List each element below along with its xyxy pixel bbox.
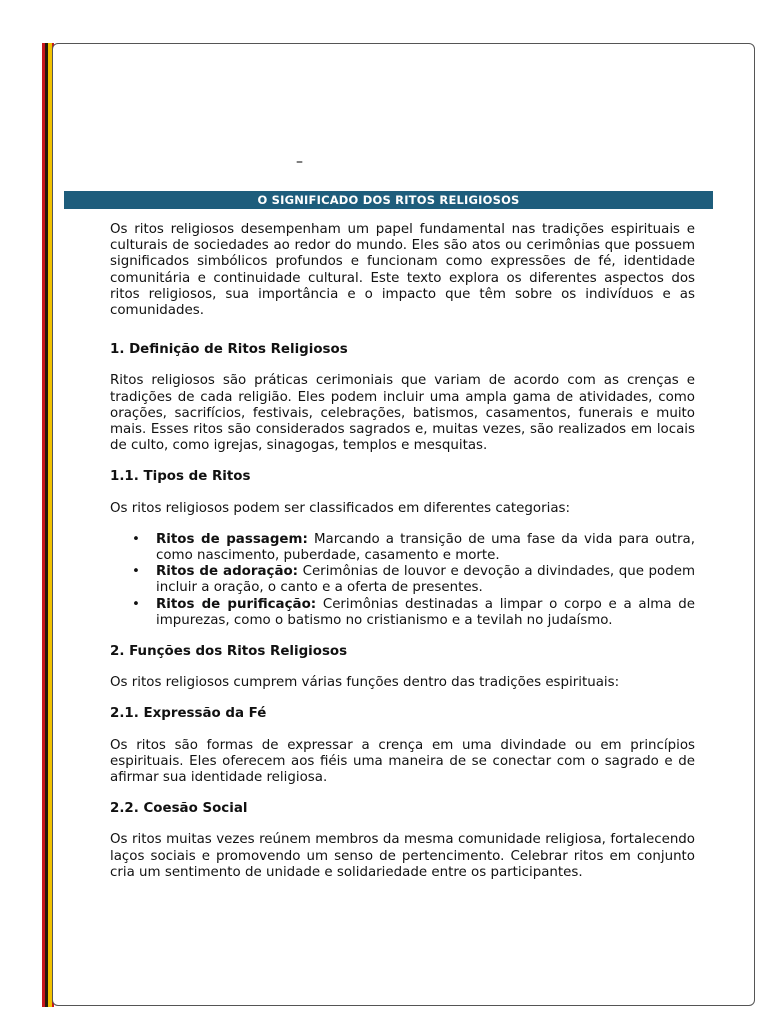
header-dash: – bbox=[296, 154, 303, 170]
section-body-tipos: Os ritos religiosos podem ser classificados em diferentes categorias: bbox=[110, 500, 571, 516]
intro-paragraph: Os ritos religiosos desempenham um papel fundamental nas tradições espirituais e culturais de sociedades ao redor do mundo. Eles são atos ou cerimônias que possuem significados simbólicos profundos e funcionam como expressões de fé, identidade comunitária e continuidade cultural. Este texto explora os diferentes aspectos dos ritos religiosos, sua importância e o impacto que têm sobre os indivíduos e as comunidades. bbox=[110, 222, 695, 319]
section-heading-funcoes: 2. Funções dos Ritos Religiosos bbox=[110, 644, 348, 660]
list-item bbox=[110, 532, 695, 564]
section-heading-tipos: 1.1. Tipos de Ritos bbox=[110, 469, 251, 485]
section-body-definicao: Ritos religiosos são práticas cerimoniais que variam de acordo com as crenças e tradições de cada religião. Eles podem incluir uma ampla gama de atividades, como orações, sacrifícios, festivais, celebrações, batismos, casamentos, funerais e muito mais. Esses ritos são considerados sagrados e, muitas vezes, são realizados em locais de culto, como igrejas, sinagogas, templos e mesquitas. bbox=[110, 373, 695, 454]
section-body-coesao-social: Os ritos muitas vezes reúnem membros da mesma comunidade religiosa, fortalecendo laços sociais e promovendo um senso de pertencimento. Celebrar ritos em conjunto cria um sentimento de unidade e solidariedade entre os participantes. bbox=[110, 832, 695, 880]
bullet-icon: • bbox=[132, 531, 140, 547]
section-body-expressao-fe: Os ritos são formas de expressar a crença em uma divindade ou em princípios espirituais. Eles oferecem aos fiéis uma maneira de se conectar com o sagrado e de afirmar sua identidade religiosa. bbox=[110, 737, 695, 786]
list-item bbox=[110, 564, 695, 596]
section-body-funcoes: Os ritos religiosos cumprem várias funções dentro das tradições espirituais: bbox=[110, 675, 620, 691]
list-item-text: Cerimônias de louvor e devoção a divindades, que podem incluir a oração, o canto e a oferta de presentes. bbox=[156, 564, 695, 596]
list-item-term: Ritos de adoração: bbox=[156, 564, 299, 580]
document-title: O SIGNIFICADO DOS RITOS RELIGIOSOS bbox=[64, 191, 713, 209]
section-heading-expressao-fe: 2.1. Expressão da Fé bbox=[110, 706, 267, 722]
list-item bbox=[110, 597, 695, 629]
section-heading-definicao: 1. Definição de Ritos Religiosos bbox=[110, 342, 348, 358]
list-item-text: Cerimônias destinadas a limpar o corpo e a alma de impurezas, como o batismo no cristianismo e a tevilah no judaísmo. bbox=[156, 596, 695, 628]
section-heading-coesao-social: 2.2. Coesão Social bbox=[110, 801, 248, 817]
list-item-term: Ritos de purificação: bbox=[156, 596, 317, 612]
list-item-text: Marcando a transição de uma fase da vida para outra, como nascimento, puberdade, casamento e morte. bbox=[156, 531, 696, 564]
list-item-term: Ritos de passagem: bbox=[156, 531, 308, 547]
rites-list bbox=[110, 532, 695, 629]
bullet-icon: • bbox=[132, 564, 140, 580]
document-body bbox=[110, 222, 695, 881]
bullet-icon: • bbox=[132, 596, 140, 612]
